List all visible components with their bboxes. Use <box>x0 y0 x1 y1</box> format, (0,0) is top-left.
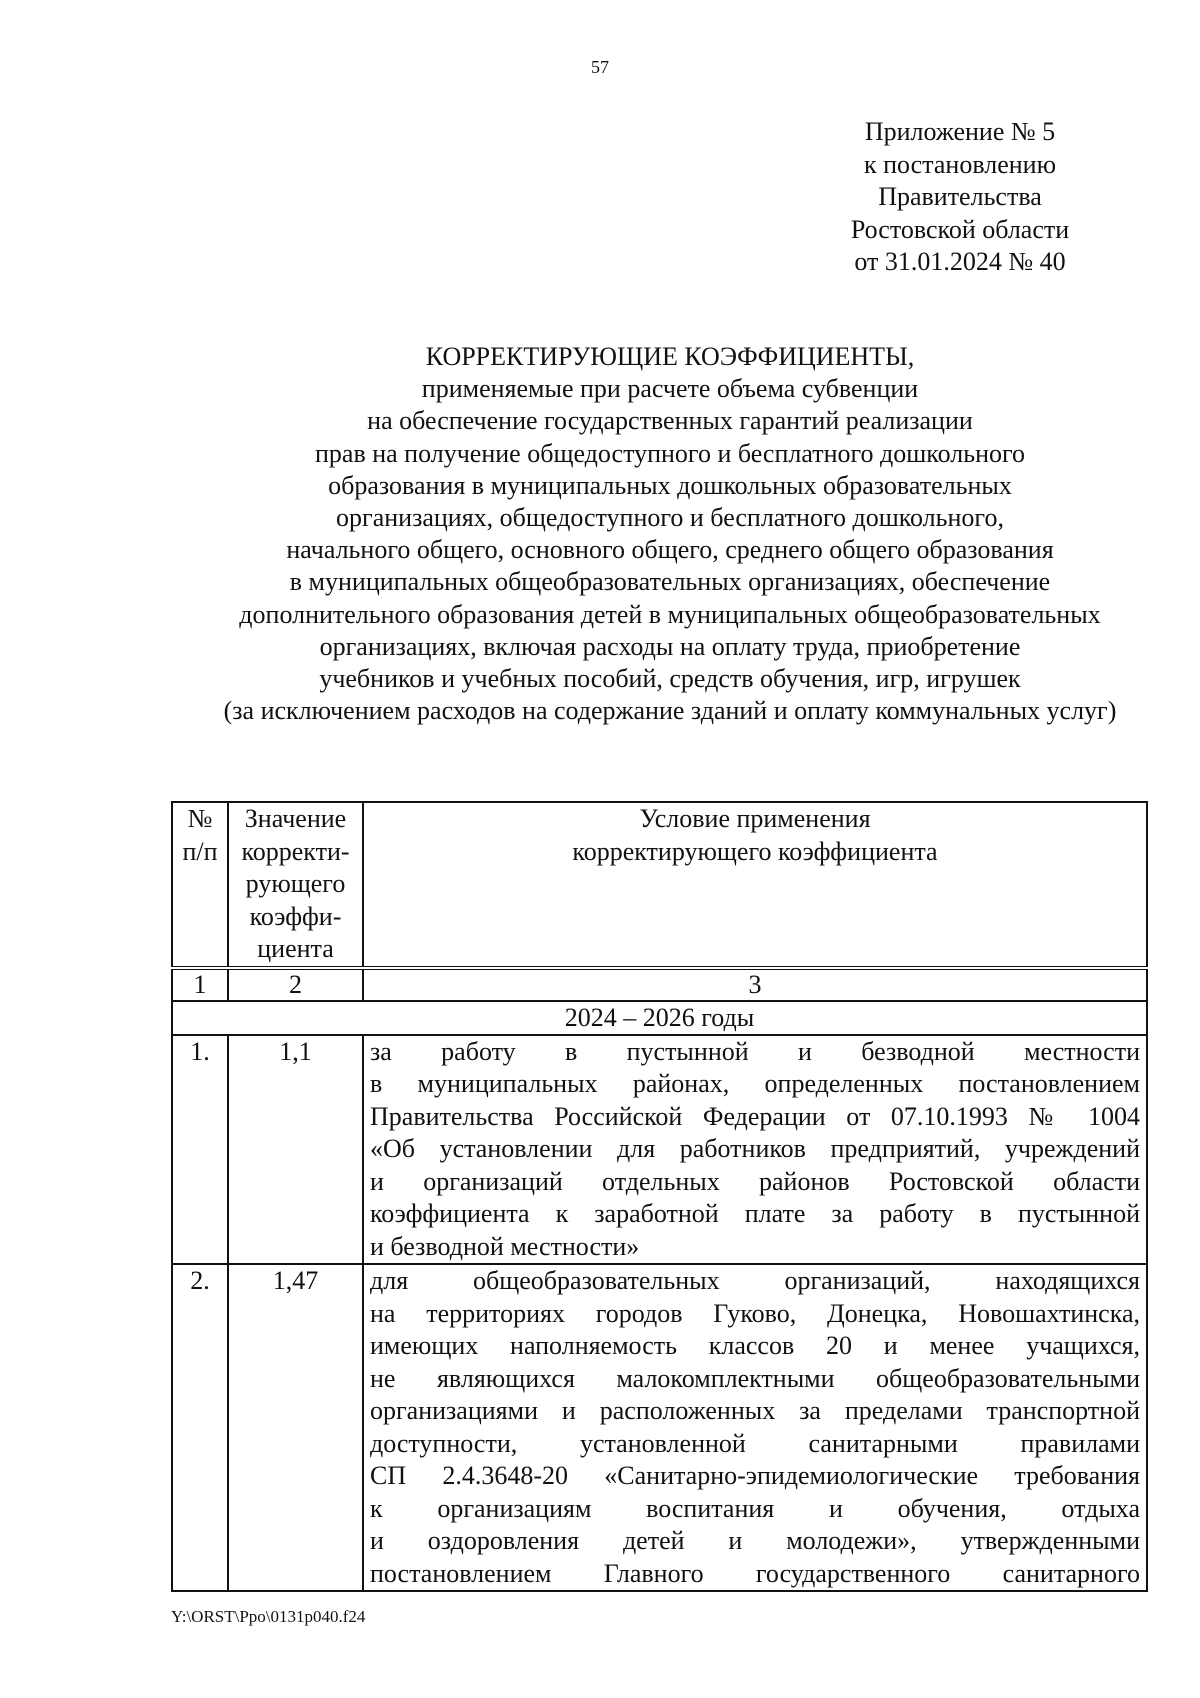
title-line: в муниципальных общеобразовательных организациях, обеспечение <box>289 567 1051 597</box>
header-number-line: п/п <box>182 836 218 866</box>
period-label: 2024 – 2026 годы <box>172 1001 1147 1035</box>
title-line: начального общего, основного общего, среднего общего образования <box>286 535 1054 565</box>
header-number <box>172 802 228 968</box>
header-value-line: циента <box>257 934 334 963</box>
row-condition <box>363 1264 1147 1591</box>
row-number: 1. <box>172 1035 228 1265</box>
appendix-line: Приложение № 5 <box>864 117 1056 146</box>
row-value: 1,1 <box>228 1035 363 1265</box>
title-line: организациях, включая расходы на оплату труда, приобретение <box>319 631 1021 661</box>
appendix-line: Правительства <box>878 182 1042 211</box>
condition-line: доступности, установленной санитарными правилами <box>370 1428 1140 1458</box>
title-line: на обеспечение государственных гарантий реализации <box>367 406 973 436</box>
header-condition <box>363 802 1147 968</box>
title-line: организациях, общедоступного и бесплатного дошкольного, <box>336 503 1004 533</box>
condition-line: СП 2.4.3648-20 «Санитарно-эпидемиологические требования <box>370 1461 1140 1490</box>
condition-line: имеющих наполняемость классов 20 и менее учащихся, <box>370 1331 1140 1360</box>
header-value <box>228 802 363 968</box>
table-row <box>172 1264 1147 1591</box>
row-condition <box>363 1035 1147 1265</box>
header-number-line: № <box>187 804 213 833</box>
condition-line: «Об установлении для работников предприятий, учреждений <box>370 1134 1140 1163</box>
condition-line: и безводной местности» <box>370 1231 640 1261</box>
condition-line: и организаций отдельных районов Ростовской области <box>370 1166 1140 1196</box>
header-value-line: коэффи- <box>249 901 342 931</box>
table-header-row <box>172 802 1147 968</box>
condition-line: на территориях городов Гуково, Донецка, Новошахтинска, <box>370 1298 1140 1328</box>
column-index-cell: 2 <box>228 968 363 1001</box>
row-value: 1,47 <box>228 1264 363 1591</box>
condition-line: для общеобразовательных организаций, находящихся <box>370 1266 1140 1295</box>
condition-line: и оздоровления детей и молодежи», утвержденными <box>370 1526 1140 1555</box>
condition-line: за работу в пустынной и безводной местности <box>370 1036 1140 1066</box>
header-condition-line: Условие применения <box>639 804 871 833</box>
condition-line: в муниципальных районах, определенных постановлением <box>370 1069 1140 1098</box>
title-heading: КОРРЕКТИРУЮЩИЕ КОЭФФИЦИЕНТЫ, <box>425 342 915 371</box>
title-line: прав на получение общедоступного и бесплатного дошкольного <box>315 438 1025 468</box>
appendix-block <box>820 116 1100 279</box>
appendix-line: Ростовской области <box>850 214 1070 244</box>
header-value-line: корректи- <box>241 836 350 866</box>
appendix-line: к постановлению <box>863 149 1057 179</box>
file-path-footer: Y:\ORST\Ppo\0131p040.f24 <box>171 1607 366 1626</box>
header-value-line: рующего <box>245 869 346 898</box>
table-row <box>172 1035 1147 1265</box>
condition-line: организациями и расположенных за пределами транспортной <box>370 1396 1140 1425</box>
header-condition-line: корректирующего коэффициента <box>572 836 938 866</box>
header-value-line: Значение <box>244 804 347 833</box>
title-line: образования в муниципальных дошкольных образовательных <box>328 470 1012 500</box>
column-index-cell: 3 <box>363 968 1147 1001</box>
condition-line: не являющихся малокомплектными общеобразовательными <box>370 1363 1140 1393</box>
title-line: применяемые при расчете объема субвенции <box>421 374 919 404</box>
coefficients-table <box>171 801 1148 1592</box>
column-index-cell: 1 <box>172 968 228 1001</box>
document-title <box>140 341 1200 727</box>
page-number: 57 <box>591 57 609 77</box>
title-line: учебников и учебных пособий, средств обучения, игр, игрушек <box>319 664 1021 694</box>
condition-line: коэффициента к заработной плате за работу в пустынной <box>370 1199 1140 1228</box>
column-index-row <box>172 968 1147 1001</box>
row-number: 2. <box>172 1264 228 1591</box>
period-row <box>172 1001 1147 1035</box>
condition-line: постановлением Главного государственного санитарного <box>370 1558 1140 1588</box>
condition-line: Правительства Российской Федерации от 07.10.1993 № 1004 <box>370 1101 1140 1131</box>
title-line: дополнительного образования детей в муниципальных общеобразовательных <box>239 599 1101 629</box>
appendix-line: от 31.01.2024 № 40 <box>854 247 1066 276</box>
title-line: (за исключением расходов на содержание зданий и оплату коммунальных услуг) <box>223 696 1117 726</box>
condition-line: к организациям воспитания и обучения, отдыха <box>370 1493 1140 1523</box>
